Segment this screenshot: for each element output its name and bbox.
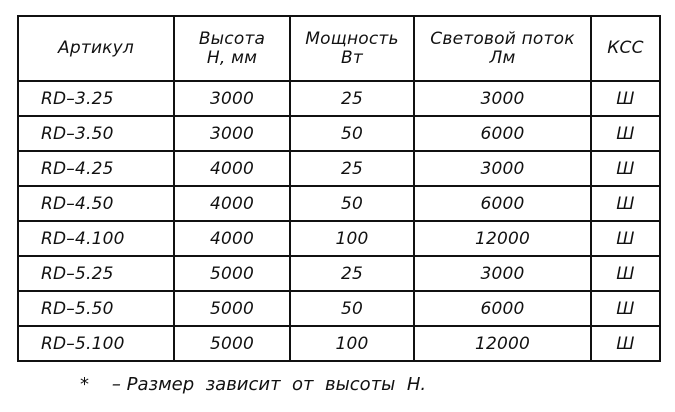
spec-table [17, 15, 661, 362]
cell-height: 4000 [174, 151, 290, 186]
table-row [18, 256, 660, 291]
cell-article: RD–5.50 [18, 291, 174, 326]
cell-kss: Ш [591, 116, 660, 151]
cell-height: 4000 [174, 221, 290, 256]
cell-height: 5000 [174, 291, 290, 326]
cell-height: 5000 [174, 326, 290, 361]
cell-kss: Ш [591, 151, 660, 186]
cell-kss: Ш [591, 221, 660, 256]
cell-flux: 6000 [414, 291, 591, 326]
header-row [18, 16, 660, 81]
footnote-marker: * [80, 374, 89, 395]
cell-flux: 6000 [414, 186, 591, 221]
table-row [18, 186, 660, 221]
header-kss: КСС [591, 16, 660, 81]
cell-flux: 3000 [414, 151, 591, 186]
cell-kss: Ш [591, 81, 660, 116]
cell-height: 3000 [174, 81, 290, 116]
table-row [18, 116, 660, 151]
cell-article: RD–5.25 [18, 256, 174, 291]
cell-power: 25 [290, 151, 414, 186]
cell-power: 50 [290, 116, 414, 151]
header-luminous-flux: Световой поток Лм [414, 16, 591, 81]
table-row [18, 291, 660, 326]
footnote [80, 374, 426, 395]
cell-kss: Ш [591, 186, 660, 221]
cell-article: RD–5.100 [18, 326, 174, 361]
cell-article: RD–4.100 [18, 221, 174, 256]
cell-article: RD–4.25 [18, 151, 174, 186]
footnote-text: – Размер зависит от высоты H. [111, 374, 427, 395]
cell-power: 25 [290, 256, 414, 291]
cell-height: 3000 [174, 116, 290, 151]
cell-power: 100 [290, 221, 414, 256]
cell-flux: 3000 [414, 81, 591, 116]
cell-flux: 12000 [414, 326, 591, 361]
table-row [18, 151, 660, 186]
cell-kss: Ш [591, 256, 660, 291]
cell-flux: 3000 [414, 256, 591, 291]
cell-article: RD–3.25 [18, 81, 174, 116]
cell-height: 4000 [174, 186, 290, 221]
cell-kss: Ш [591, 291, 660, 326]
cell-power: 100 [290, 326, 414, 361]
cell-power: 50 [290, 186, 414, 221]
cell-power: 50 [290, 291, 414, 326]
header-article: Артикул [18, 16, 174, 81]
table-row [18, 81, 660, 116]
cell-height: 5000 [174, 256, 290, 291]
table-row [18, 221, 660, 256]
cell-article: RD–4.50 [18, 186, 174, 221]
cell-article: RD–3.50 [18, 116, 174, 151]
cell-kss: Ш [591, 326, 660, 361]
cell-power: 25 [290, 81, 414, 116]
header-power: Мощность Вт [290, 16, 414, 81]
header-height: Высота H, мм [174, 16, 290, 81]
cell-flux: 12000 [414, 221, 591, 256]
cell-flux: 6000 [414, 116, 591, 151]
table-row [18, 326, 660, 361]
